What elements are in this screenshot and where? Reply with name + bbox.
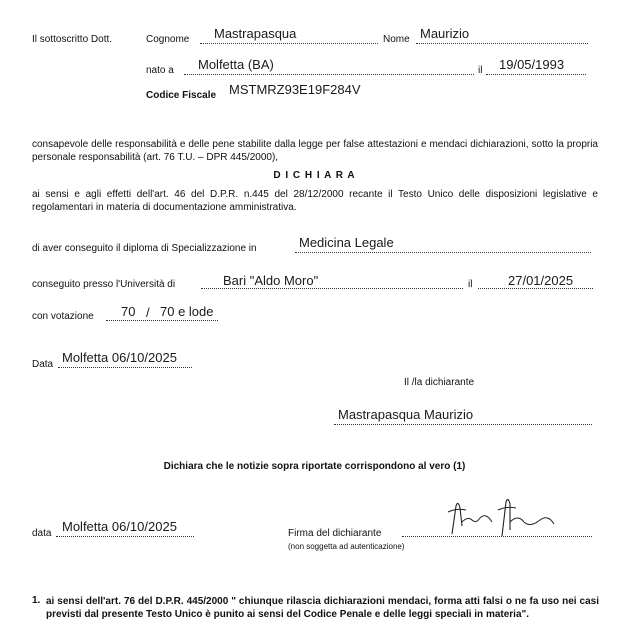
diploma-date-dotted-line — [478, 288, 593, 289]
awareness-paragraph: consapevole delle responsabilità e delle pene stabilite dalla legge per false attestazioni e mendaci dichiarazioni, sotto la propria personale responsabilità (art. 76 T.U. – DPR 445/2000), — [32, 139, 598, 163]
grade-value[interactable]: 70 — [121, 304, 136, 319]
first-date-label: Data — [32, 359, 54, 370]
surname-dotted-line — [200, 43, 378, 44]
grade-max-value[interactable]: 70 e lode — [160, 304, 214, 319]
second-date-label: data — [32, 528, 52, 539]
second-date-value[interactable]: Molfetta 06/10/2025 — [62, 519, 177, 534]
university-dotted-line — [201, 288, 463, 289]
born-label: nato a — [146, 65, 174, 76]
first-date-dotted-line — [58, 367, 192, 368]
footnote-text: ai sensi dell'art. 76 del D.P.R. 445/2000 " chiunque rilascia dichiarazioni mendaci, forma atti falsi o ne fa uso nei casi previsti dal presente Testo Unico è punito ai sensi del Codice Penale e delle leggi speciali in materia". — [46, 596, 599, 620]
birth-date-dotted-line — [486, 74, 586, 75]
declarant-label: Il /la dichiarante — [404, 377, 475, 388]
tax-code-value[interactable]: MSTMRZ93E19F284V — [229, 82, 361, 97]
grade-separator: / — [146, 305, 150, 320]
legal-paragraph: ai sensi e agli effetti dell'art. 46 del D.P.R. n.445 del 28/12/2000 recante il Testo Unico delle disposizioni legislative e regolamentari in materia di documentazione amministrativa. — [32, 189, 598, 213]
grade-dotted-line — [106, 320, 218, 321]
footnote-number: 1. — [32, 595, 41, 606]
birth-date-value[interactable]: 19/05/1993 — [499, 57, 565, 72]
declarant-name[interactable]: Mastrapasqua Maurizio — [338, 407, 474, 422]
diploma-label: di aver conseguito il diploma di Specializzazione in — [32, 243, 257, 254]
name-value[interactable]: Maurizio — [420, 26, 470, 41]
handwritten-signature — [440, 492, 590, 544]
university-label: conseguito presso l'Università di — [32, 279, 176, 290]
first-date-value[interactable]: Molfetta 06/10/2025 — [62, 350, 177, 365]
university-value[interactable]: Bari "Aldo Moro" — [223, 273, 319, 288]
diploma-date-value[interactable]: 27/01/2025 — [508, 273, 574, 288]
name-label: Nome — [383, 34, 410, 45]
truth-statement: Dichiara che le notizie sopra riportate corrispondono al vero (1) — [163, 461, 466, 472]
surname-label: Cognome — [146, 34, 190, 45]
surname-value[interactable]: Mastrapasqua — [214, 26, 297, 41]
declarant-dotted-line — [334, 424, 592, 425]
born-value[interactable]: Molfetta (BA) — [198, 57, 274, 72]
birth-date-prefix: il — [478, 65, 483, 76]
born-dotted-line — [184, 74, 474, 75]
undersigned-label: Il sottoscritto Dott. — [32, 34, 113, 45]
diploma-dotted-line — [295, 252, 591, 253]
diploma-value[interactable]: Medicina Legale — [299, 235, 394, 250]
diploma-date-prefix: il — [468, 279, 473, 290]
tax-code-label: Codice Fiscale — [146, 90, 217, 101]
signature-note: (non soggetta ad autenticazione) — [288, 542, 405, 551]
signature-label: Firma del dichiarante — [288, 528, 382, 539]
grade-label: con votazione — [32, 311, 94, 322]
second-date-dotted-line — [56, 536, 194, 537]
name-dotted-line — [416, 43, 588, 44]
declares-title: D I C H I A R A — [273, 170, 356, 181]
